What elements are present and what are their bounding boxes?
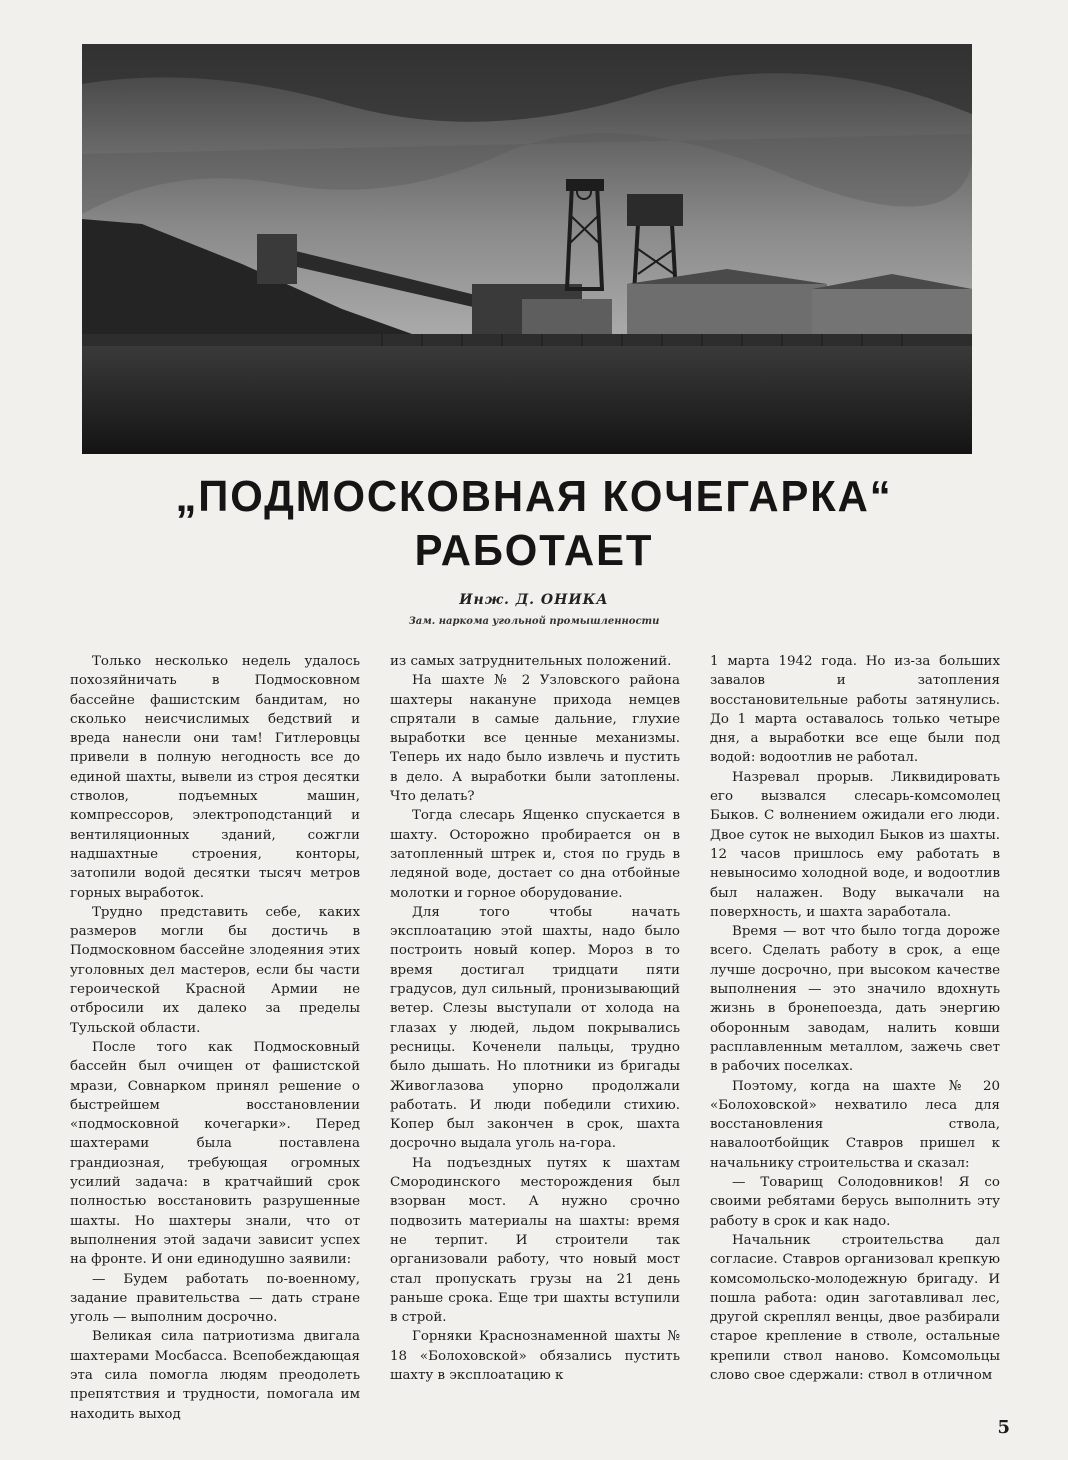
paragraph: — Товарищ Солодовников! Я со своими ребятами берусь выполнить эту работу в срок и как надо. [710,1175,1000,1229]
paragraph-continuation: 1 марта 1942 года. Но из-за больших завалов и затопления восстановительные работы затянулись. До 1 марта оставалось только четыре дня, а выработки все еще были под водой: водоотлив не работал. [710,654,1000,766]
paragraph: Великая сила патриотизма двигала шахтерами Мосбасса. Всепобеждающая эта сила помогла людям преодолеть препятствия и трудности, помогала им находить выход [70,1329,360,1422]
paragraph: На шахте № 2 Узловского района шахтеры накануне прихода немцев спрятали в самые дальние, глухие выработки все ценные механизмы. Теперь их надо было извлечь и пустить в дело. А выработки были затоплены. Что делать? [390,673,680,805]
paragraph: Назревал прорыв. Ликвидировать его вызвался слесарь-комсомолец Быков. С волнением ожидали его люди. Двое суток не выходил Быков из шахты. 12 часов пришлось ему работать в невыносимо холодной воде, и водоотлив был налажен. Воду выкачали на поверхность, и шахта заработала. [710,769,1000,920]
column-1 [70,652,360,1422]
paragraph: На подъездных путях к шахтам Смородинского месторождения был взорван мост. А нужно срочно подвозить материалы на шахты: время не терпит. И строители так организовали работу, что новый мост стал пропускать грузы на 21 день раньше срока. Еще три шахты вступили в строй. [390,1155,680,1326]
paragraph: — Будем работать по-военному, задание правительства — дать стране уголь — выполним досрочно. [70,1271,360,1326]
paragraph: Начальник строительства дал согласие. Ставров организовал крепкую комсомольско-молодежную бригаду. И пошла работа: один заготавливал лес, другой скреплял венцы, двое разбирали старое крепление в стволе, остальные крепили ствол наново. Комсомольцы слово свое сдержали: ствол в отличном [710,1232,1000,1383]
paragraph: Тогда слесарь Ященко спускается в шахту. Осторожно пробирается он в затопленный штрек и, стоя по грудь в ледяной воде, достает со дна отбойные молотки и горное оборудование. [390,808,680,901]
paragraph: После того как Подмосковный бассейн был очищен от фашистской мрази, Совнарком принял решение о быстрейшем восстановлении «подмосковной кочегарки». Перед шахтерами была поставлена грандиозная, требующая огромных усилий задача: в кратчайший срок полностью восстановить разрушенные шахты. Но шахтеры знали, что от выполнения этой задачи зависит успех на фронте. И они единодушно заявили: [70,1039,360,1268]
paragraph: Для того чтобы начать эксплоатацию этой шахты, надо было построить новый копер. Мороз в то время достигал тридцати пяти градусов, дул сильный, пронизывающий ветер. Слезы выступали от холода на глазах у людей, льдом покрывались ресницы. Коченели пальцы, трудно было дышать. Но плотники из бригады Живоглазова упорно продолжали работать. И люди победили стихию. Копер был закончен в срок, шахта досрочно выдала уголь на-гора. [390,904,680,1152]
article-body [70,652,1000,1422]
paragraph: Только несколько недель удалось похозяйничать в Подмосковном бассейне фашистским бандитам, но сколько неисчислимых бедствий и вреда нанесли они там! Гитлеровцы привели в полную негодность все до единой шахты, вывели из строя десятки стволов, подъемных машин, компрессоров, электроподстанций и вентиляционных зданий, сожгли надшахтные строения, конторы, затопили водой десятки тысяч метров горных выработок. [70,654,360,901]
headline-line-2: РАБОТАЕТ [414,526,654,575]
paragraph-continuation: из самых затруднительных положений. [390,654,672,669]
headline [0,470,1068,578]
author-position: Зам. наркома угольной промышленности [408,616,660,627]
paragraph: Поэтому, когда на шахте № 20 «Болоховской» нехватило леса для восстановления ствола, навалоотбойщик Ставров пришел к начальнику строительства и сказал: [710,1078,1000,1171]
page-number: 5 [997,1417,1010,1438]
headline-line-1: „ПОДМОСКОВНАЯ КОЧЕГАРКА“ [175,472,893,521]
paragraph: Время — вот что было тогда дороже всего. Сделать работу в срок, а еще лучше досрочно, при высоком качестве выполнения — это значило вдохнуть жизнь в бронепоезда, дать энергию оборонным заводам, налить ковши расплавленным металлом, зажечь свет в рабочих поселках. [710,924,1000,1075]
column-2 [390,652,680,1412]
column-3 [710,652,1000,1412]
byline [0,592,1068,627]
coal-mine-photo-icon [82,44,972,454]
author-name: Инж. Д. ОНИКА [459,592,609,608]
coal-mine-photo [82,44,972,454]
paragraph: Горняки Краснознаменной шахты № 18 «Болоховской» обязались пустить шахту в эксплоатацию к [390,1329,680,1383]
paragraph: Трудно представить себе, каких размеров могли бы достичь в Подмосковном бассейне злодеяния этих уголовных дел мастеров, если бы части героической Красной Армии не отбросили их далеко за пределы Тульской области. [70,904,360,1036]
